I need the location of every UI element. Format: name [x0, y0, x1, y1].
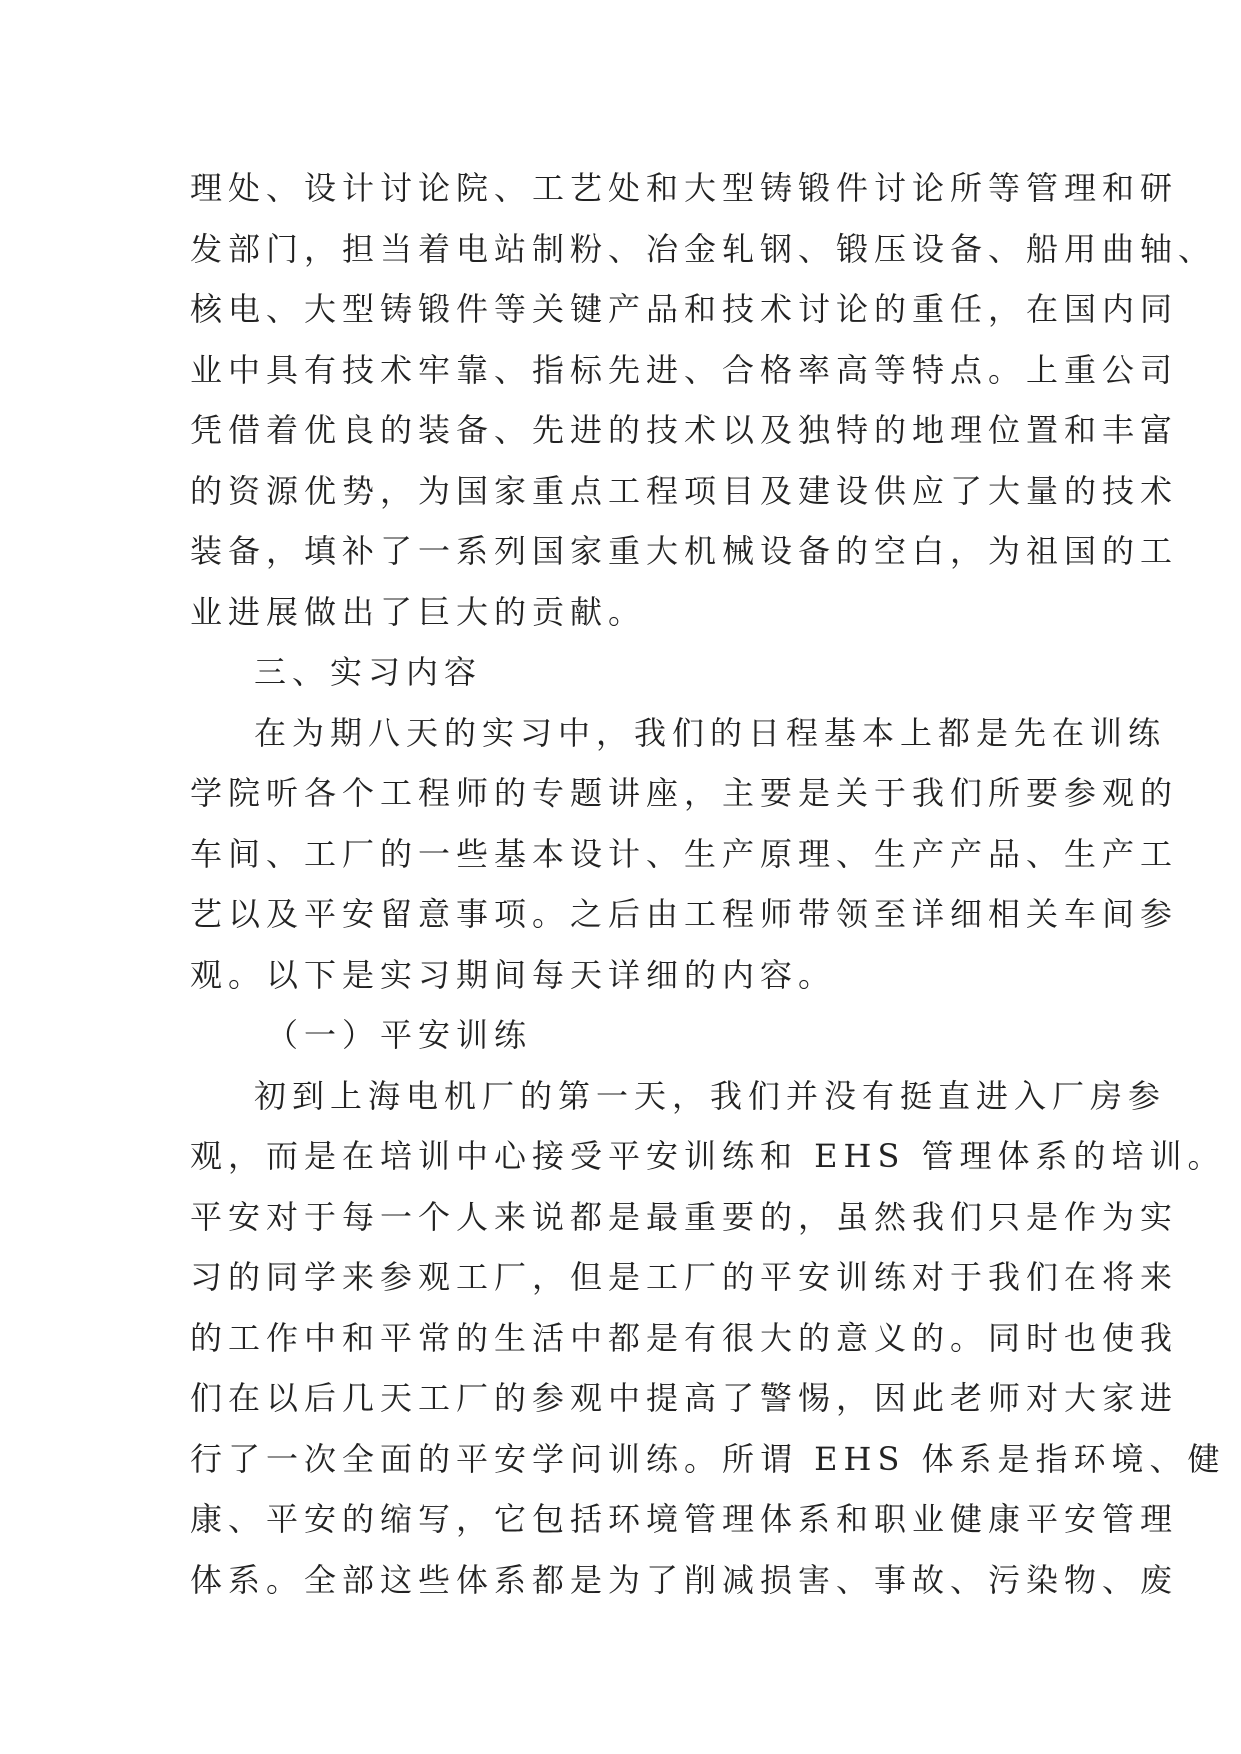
subsection-heading: （一）平安训练 — [266, 1016, 533, 1054]
text-line: 业进展做出了巨大的贡献。 — [190, 592, 647, 631]
text-line: 在为期八天的实习中，我们的日程基本上都是先在训练 — [254, 713, 1167, 752]
text-line: 凭借着优良的装备、先进的技术以及独特的地理位置和丰富 — [190, 411, 1179, 449]
text-line: 观，而是在培训中心接受平安训练和 EHS 管理体系的培训。 — [190, 1137, 1226, 1175]
text-line: 的资源优势，为国家重点工程项目及建设供应了大量的技术 — [190, 471, 1179, 510]
text-line: 车间、工厂的一些基本设计、生产原理、生产产品、生产工 — [190, 834, 1179, 873]
text-line: 核电、大型铸锻件等关键产品和技术讨论的重任，在国内同 — [190, 290, 1179, 328]
text-line: 行了一次全面的平安学问训练。所谓 EHS 体系是指环境、健 — [190, 1439, 1226, 1478]
text-line: 发部门，担当着电站制粉、冶金轧钢、锻压设备、船用曲轴、 — [190, 229, 1217, 268]
text-line: 的工作中和平常的生活中都是有很大的意义的。同时也使我 — [190, 1318, 1179, 1357]
text-line: 观。以下是实习期间每天详细的内容。 — [190, 955, 837, 994]
text-line: 体系。全部这些体系都是为了削减损害、事故、污染物、废 — [190, 1560, 1179, 1599]
text-line: 艺以及平安留意事项。之后由工程师带领至详细相关车间参 — [190, 895, 1179, 933]
text-line: 学院听各个工程师的专题讲座，主要是关于我们所要参观的 — [190, 774, 1179, 812]
body-text — [190, 158, 1226, 1610]
text-line: 平安对于每一个人来说都是最重要的，虽然我们只是作为实 — [190, 1197, 1179, 1236]
text-line: 初到上海电机厂的第一天，我们并没有挺直进入厂房参 — [254, 1076, 1167, 1115]
text-line: 装备，填补了一系列国家重大机械设备的空白，为祖国的工 — [190, 532, 1179, 570]
text-line: 习的同学来参观工厂，但是工厂的平安训练对于我们在将来 — [190, 1258, 1179, 1296]
text-line: 们在以后几天工厂的参观中提高了警惕，因此老师对大家进 — [190, 1379, 1179, 1417]
section-heading: 三、实习内容 — [254, 653, 483, 691]
text-line: 业中具有技术牢靠、指标先进、合格率高等特点。上重公司 — [190, 350, 1179, 389]
text-line: 理处、设计讨论院、工艺处和大型铸锻件讨论所等管理和研 — [190, 169, 1179, 207]
text-line: 康、平安的缩写，它包括环境管理体系和职业健康平安管理 — [190, 1500, 1179, 1538]
